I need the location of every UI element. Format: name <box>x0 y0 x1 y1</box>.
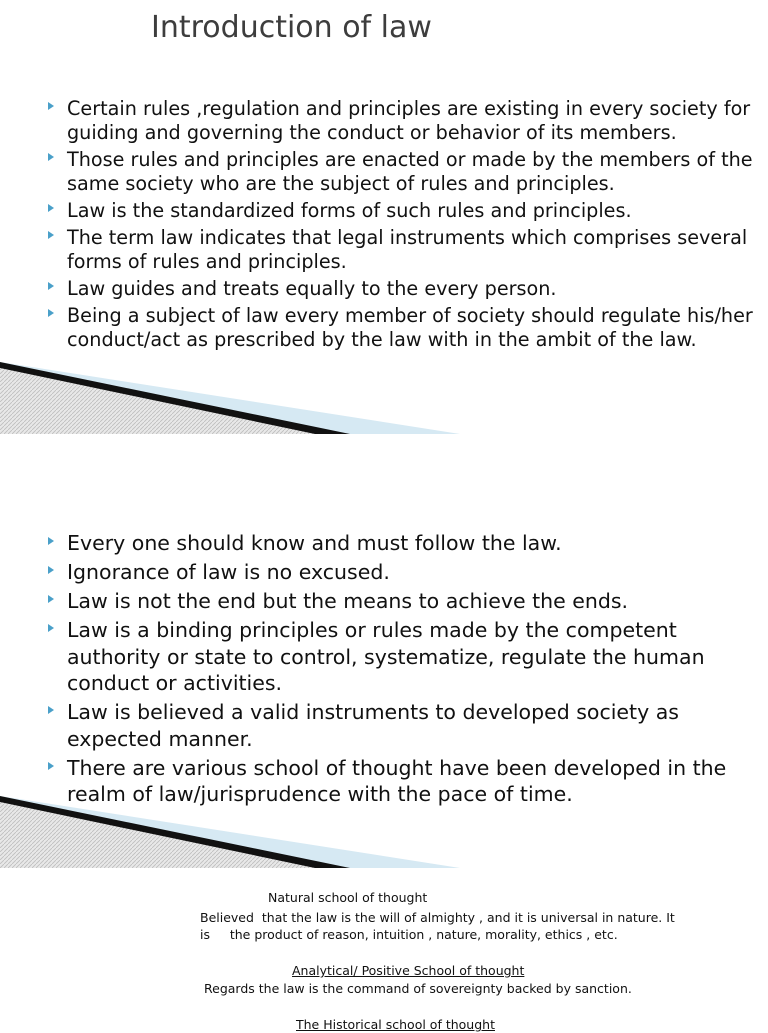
slide-corner-decoration <box>0 362 460 434</box>
slide-title: Introduction of law <box>151 10 432 45</box>
bullet-arrow-icon <box>48 706 54 714</box>
bullet-text: Law is not the end but the means to achieve the ends. <box>67 589 629 613</box>
historical-school-heading: The Historical school of thought <box>296 1017 495 1032</box>
bullet-arrow-icon <box>48 537 54 545</box>
natural-school-line: is the product of reason, intuition , nature, morality, ethics , etc. <box>200 927 618 942</box>
slide-law-principles <box>0 434 768 868</box>
bullet-list <box>48 97 758 355</box>
bullet-text: Law guides and treats equally to the every person. <box>67 277 557 300</box>
slide-introduction <box>0 0 768 434</box>
bullet-arrow-icon <box>48 231 54 239</box>
bullet-text: Law is the standardized forms of such rules and principles. <box>67 199 632 222</box>
list-item <box>48 277 758 301</box>
bullet-arrow-icon <box>48 624 54 632</box>
list-item <box>48 199 758 223</box>
bullet-text: There are various school of thought have been developed in the realm of law/jurisprudence with the pace of time. <box>67 755 727 806</box>
list-item <box>48 530 758 557</box>
bullet-text: Law is a binding principles or rules made by the competent authority or state to control, systematize, regulate the human conduct or activities. <box>67 618 705 695</box>
slide-corner-decoration <box>0 796 460 868</box>
bullet-arrow-icon <box>48 204 54 212</box>
bullet-arrow-icon <box>48 595 54 603</box>
bullet-arrow-icon <box>48 566 54 574</box>
list-item <box>48 97 758 145</box>
slide-schools-of-thought <box>0 868 768 1032</box>
bullet-arrow-icon <box>48 309 54 317</box>
bullet-text: The term law indicates that legal instruments which comprises several forms of rules and principles. <box>67 226 748 273</box>
analytical-school-text: Regards the law is the command of sovereignty backed by sanction. <box>204 981 632 996</box>
list-item <box>48 559 758 586</box>
list-item <box>48 226 758 274</box>
list-item <box>48 588 758 615</box>
analytical-school-heading: Analytical/ Positive School of thought <box>292 963 525 978</box>
natural-school-text <box>200 909 720 943</box>
bullet-arrow-icon <box>48 102 54 110</box>
bullet-arrow-icon <box>48 762 54 770</box>
list-item <box>48 304 758 352</box>
natural-school-line: Believed that the law is the will of almighty , and it is universal in nature. It <box>200 910 675 925</box>
bullet-text: Being a subject of law every member of society should regulate his/her conduct/act as prescribed by the law with in the ambit of the law. <box>67 304 753 351</box>
bullet-text: Certain rules ,regulation and principles are existing in every society for guiding and governing the conduct or behavior of its members. <box>67 97 751 144</box>
bullet-text: Those rules and principles are enacted or made by the members of the same society who are the subject of rules and principles. <box>67 148 753 195</box>
bullet-arrow-icon <box>48 282 54 290</box>
bullet-text: Every one should know and must follow the law. <box>67 531 562 555</box>
bullet-list <box>48 530 758 810</box>
list-item <box>48 617 758 697</box>
list-item <box>48 699 758 752</box>
bullet-text: Ignorance of law is no excused. <box>67 560 390 584</box>
bullet-text: Law is believed a valid instruments to developed society as expected manner. <box>67 700 679 751</box>
natural-school-heading: Natural school of thought <box>268 890 428 905</box>
list-item <box>48 148 758 196</box>
bullet-arrow-icon <box>48 153 54 161</box>
